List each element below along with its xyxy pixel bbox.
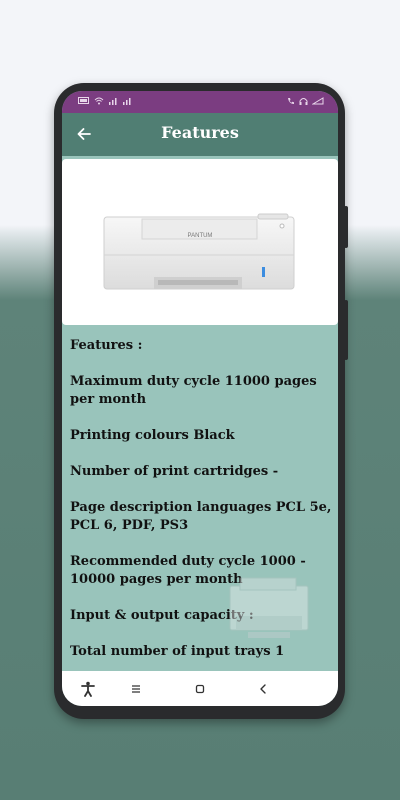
printer-image: [62, 159, 338, 325]
features-heading: Features :: [70, 338, 143, 353]
product-image-card: [62, 159, 338, 325]
feature-item: Number of print cartridges -: [70, 464, 279, 479]
navigation-bar: [62, 671, 338, 706]
accessibility-icon[interactable]: [78, 679, 98, 699]
phone-screen: [62, 91, 338, 706]
status-bar: [62, 91, 338, 113]
printer-watermark-image: [228, 576, 310, 640]
feature-item: Page description languages PCL 5e, PCL 6, PDF, PS3: [70, 500, 332, 533]
back-icon[interactable]: [253, 679, 273, 699]
feature-item: Maximum duty cycle 11000 pages per month: [70, 374, 317, 407]
feature-item: Recommended duty cycle 1000 - 10000 pages per month: [70, 554, 306, 587]
feature-item: Input & output capacity :: [70, 608, 254, 623]
feature-item: Total number of input trays 1: [70, 644, 285, 659]
signal-icon: [108, 97, 118, 108]
feature-item: Printing colours Black: [70, 428, 235, 443]
home-icon[interactable]: [190, 679, 210, 699]
printer-brand: PANTUM: [187, 233, 213, 239]
battery-icon: [78, 97, 90, 107]
volume-button: [344, 206, 348, 248]
status-right-icons: [287, 97, 324, 108]
phone-icon: [287, 97, 295, 108]
wifi-icon: [94, 97, 104, 108]
status-left-icons: [78, 97, 132, 108]
page-title: Features: [161, 123, 239, 142]
app-bar: [62, 113, 338, 156]
signal-icon: [122, 97, 132, 108]
headset-icon: [299, 97, 308, 108]
recents-icon[interactable]: [126, 679, 146, 699]
power-button: [344, 300, 348, 360]
network-speed-icon: [312, 97, 324, 108]
